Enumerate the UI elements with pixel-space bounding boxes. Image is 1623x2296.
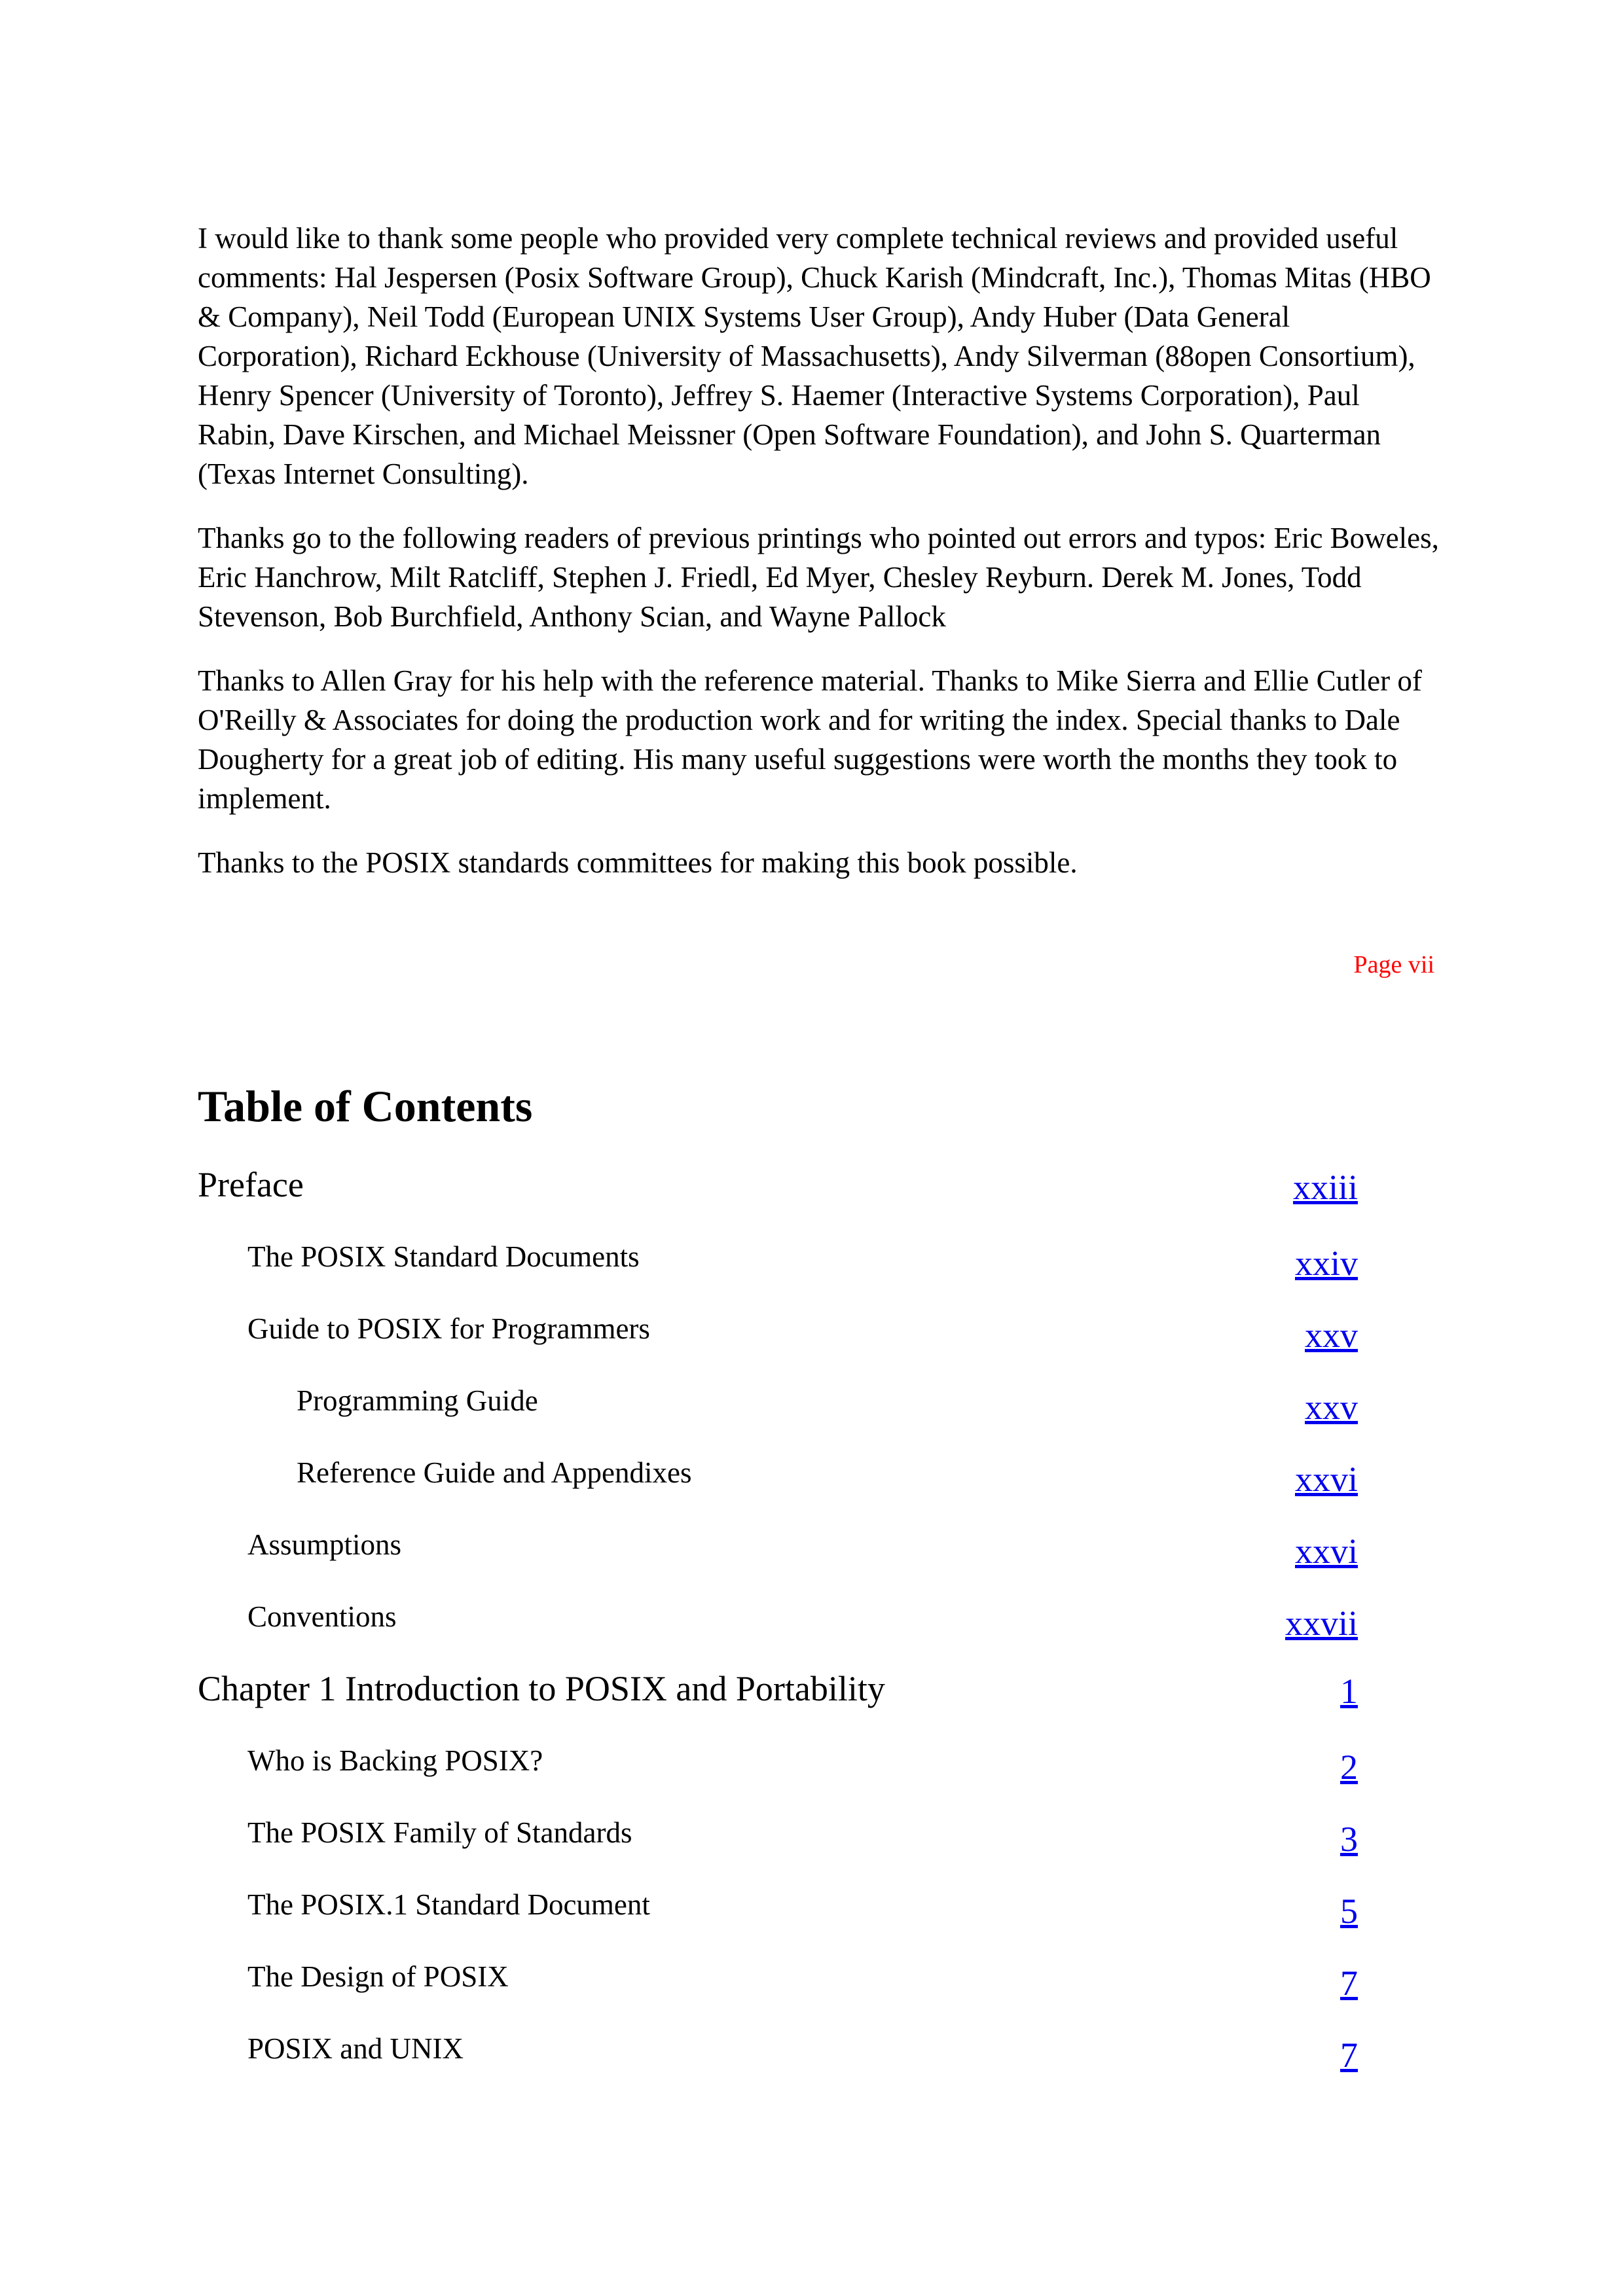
toc-entry (0, 1882, 1623, 1931)
toc-page-link[interactable]: xxv (1305, 1388, 1358, 1427)
toc-entry (0, 1162, 1623, 1208)
toc-entry (0, 1954, 1623, 2003)
acknowledgements-paragraph: Thanks go to the following readers of previous printings who pointed out errors and typos: Eric Boweles, Eric Hanchrow, Milt Ratcliff, Stephen J. Friedl, Ed Myer, Chesley Reyburn. Derek M. Jones, Todd Stevenson, Bob Burchfield, Anthony Scian, and Wayne Pallock (198, 522, 1439, 633)
toc-entry (0, 1738, 1623, 1787)
acknowledgements-paragraph: Thanks to the POSIX standards committees for making this book possible. (198, 846, 1078, 879)
toc-page-link[interactable]: xxvii (1285, 1604, 1358, 1643)
toc-page-link[interactable]: 5 (1340, 1892, 1358, 1931)
toc-entry (0, 1666, 1623, 1712)
toc-entry-title: The POSIX.1 Standard Document (247, 1888, 650, 1921)
toc-entry (0, 1810, 1623, 1859)
toc-entry-title: Chapter 1 Introduction to POSIX and Portability (198, 1669, 885, 1708)
toc-entry (0, 1450, 1623, 1499)
toc-page-link[interactable]: xxiii (1292, 1168, 1358, 1207)
toc-page-link[interactable]: 3 (1340, 1820, 1358, 1859)
toc-entry-title: Conventions (247, 1600, 397, 1633)
toc-entry (0, 1234, 1623, 1283)
toc-page-link[interactable]: 7 (1340, 1964, 1358, 2003)
toc-entry-title: The POSIX Standard Documents (247, 1240, 640, 1273)
toc-page-link[interactable]: xxvi (1294, 1460, 1358, 1499)
toc-page-link[interactable]: 1 (1340, 1672, 1358, 1711)
toc-heading: Table of Contents (198, 1081, 533, 1131)
toc-entry-title: Who is Backing POSIX? (247, 1744, 543, 1777)
toc-entry-title: Assumptions (247, 1528, 402, 1561)
acknowledgements-paragraph: I would like to thank some people who provided very complete technical reviews and provided useful comments: Hal Jespersen (Posix Software Group), Chuck Karish (Mindcraft, Inc.), Thomas Mitas (HBO & Company), Neil Todd (European UNIX Systems User Group), Andy Huber (Data General Corporation), Richard Eckhouse (University of Massachusetts), Andy Silverman (88open Consortium), Henry Spencer (University of Toronto), Jeffrey S. Haemer (Interactive Systems Corporation), Paul Rabin, Dave Kirschen, and Michael Meissner (Open Software Foundation), and John S. Quarterman (Texas Internet Consulting). (198, 222, 1431, 490)
toc-entry-title: Preface (198, 1165, 304, 1204)
toc-entry-title: POSIX and UNIX (247, 2032, 464, 2065)
toc-page-link[interactable]: 7 (1340, 2036, 1358, 2075)
toc-entry (0, 1522, 1623, 1571)
acknowledgements-section (198, 219, 1442, 907)
toc-entry-title: The Design of POSIX (247, 1960, 509, 1993)
acknowledgements-paragraph: Thanks to Allen Gray for his help with the reference material. Thanks to Mike Sierra and Ellie Cutler of O'Reilly & Associates for doing the production work and for writing the index. Special thanks to Dale Dougherty for a great job of editing. His many useful suggestions were worth the months they took to implement. (198, 664, 1422, 815)
toc-entry (0, 1306, 1623, 1355)
toc-entry (0, 1378, 1623, 1427)
toc-page-link[interactable]: xxiv (1294, 1244, 1358, 1283)
toc-entry (0, 1594, 1623, 1643)
toc-entry (0, 2026, 1623, 2075)
toc-page-link[interactable]: 2 (1340, 1748, 1358, 1787)
toc-entry-title: Programming Guide (297, 1384, 538, 1417)
toc-entry-title: Reference Guide and Appendixes (297, 1456, 692, 1489)
toc-page-link[interactable]: xxv (1305, 1316, 1358, 1355)
toc-entry-title: Guide to POSIX for Programmers (247, 1312, 650, 1345)
toc-entry-title: The POSIX Family of Standards (247, 1816, 632, 1849)
page-marker: Page vii (1353, 951, 1434, 978)
toc-page-link[interactable]: xxvi (1294, 1532, 1358, 1571)
